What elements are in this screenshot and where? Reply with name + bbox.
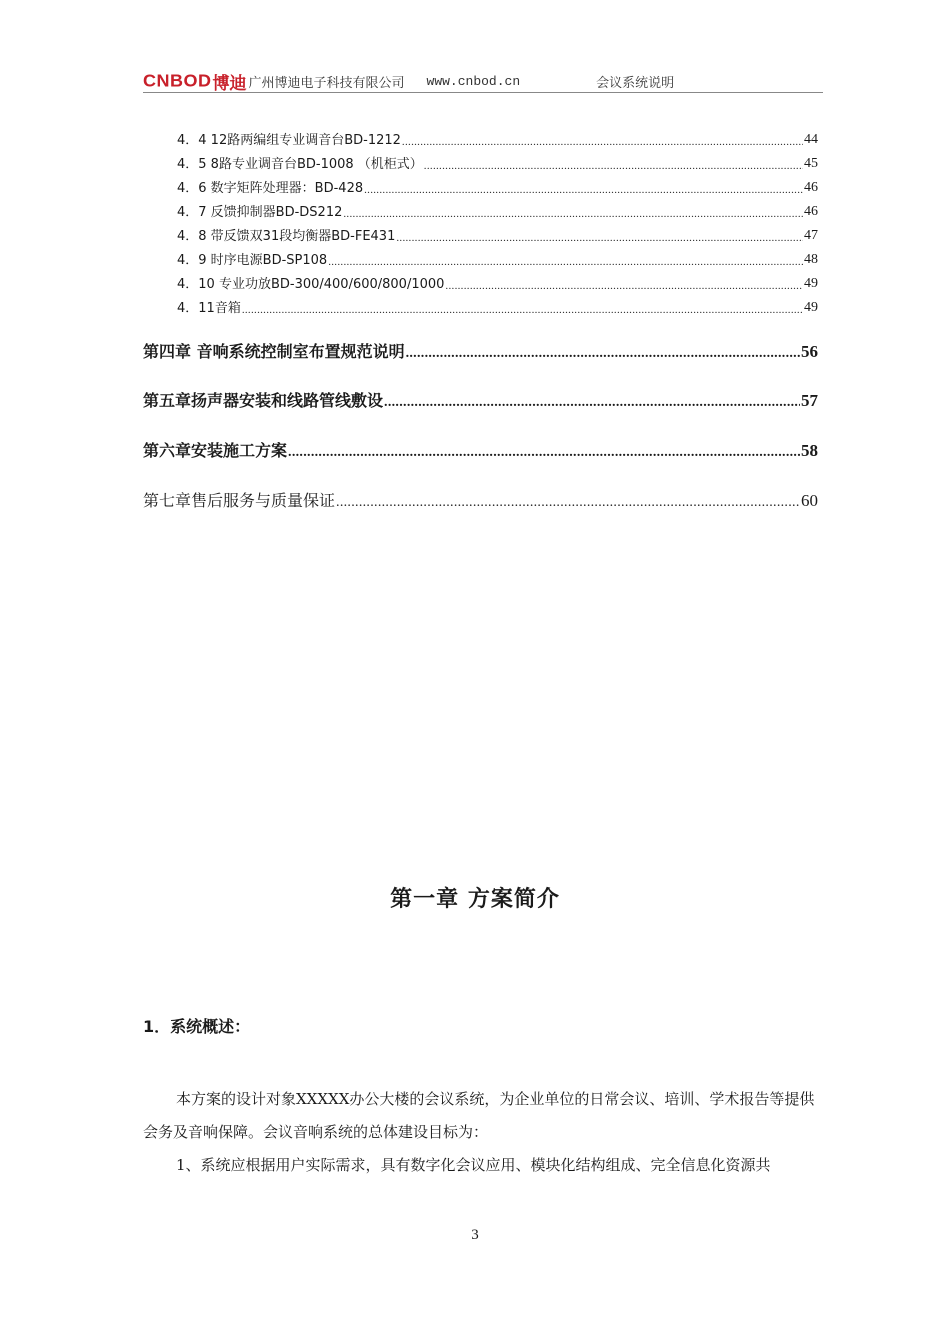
toc-entry-label: 4．6 数字矩阵处理器：BD-428 — [177, 181, 364, 196]
toc-chapter-entry[interactable] — [143, 435, 818, 461]
toc-entry-label: 4．7 反馈抑制器BD-DS212 — [177, 205, 343, 220]
body-paragraph: 本方案的设计对象XXXXX办公大楼的会议系统，为企业单位的日常会议、培训、学术报告等提供会务及音响保障。会议音响系统的总体建设目标为： — [143, 1090, 815, 1141]
toc-entry[interactable] — [143, 126, 818, 148]
toc-chapter-entry[interactable] — [143, 385, 818, 411]
toc-dot-leader — [384, 395, 800, 411]
toc-dot-leader — [406, 346, 800, 362]
toc-entry[interactable] — [143, 198, 818, 220]
toc-entry-label: 4．11音箱 — [177, 301, 241, 316]
toc-dot-leader — [328, 256, 803, 268]
chapter-heading: 第一章 方案简介 — [390, 887, 560, 912]
body-paragraph: 1、系统应根据用户实际需求，具有数字化会议应用、模块化结构组成、完全信息化资源共 — [176, 1156, 771, 1174]
toc-entry-label: 4．8 带反馈双31段均衡器BD-FE431 — [177, 229, 396, 244]
toc-dot-leader — [445, 280, 803, 292]
toc-chapter-label: 第五章扬声器安装和线路管线敷设 — [143, 391, 384, 410]
toc-entry[interactable] — [143, 246, 818, 268]
toc-entry-label: 4．5 8路专业调音台BD-1008 （机柜式） — [177, 157, 423, 172]
logo-chinese-text: 博迪 — [212, 73, 247, 94]
page-header — [143, 70, 823, 93]
toc-entry-page: 49 — [804, 300, 818, 315]
toc-entry-page: 44 — [804, 132, 818, 147]
toc-dot-leader — [288, 445, 800, 461]
toc-dot-leader — [402, 136, 803, 148]
toc-entry-page: 46 — [804, 204, 818, 219]
toc-entry[interactable] — [143, 174, 818, 196]
website-link[interactable]: www.cnbod.cn — [426, 73, 521, 89]
toc-entry-page: 47 — [804, 228, 818, 243]
toc-dot-leader — [343, 208, 803, 220]
toc-chapter-page: 58 — [801, 441, 818, 460]
toc-entry[interactable] — [143, 222, 818, 244]
toc-entry-label: 4．9 时序电源BD-SP108 — [177, 253, 328, 268]
toc-entry[interactable] — [143, 150, 818, 172]
toc-entry-label: 4．10 专业功放BD-300/400/600/800/1000 — [177, 277, 445, 292]
toc-dot-leader — [336, 495, 800, 511]
toc-chapter-label: 第四章 音响系统控制室布置规范说明 — [143, 342, 405, 361]
toc-chapter-label: 第六章安装施工方案 — [143, 441, 288, 460]
toc-chapter-entry[interactable] — [143, 336, 818, 362]
company-logo — [143, 71, 247, 94]
document-title: 会议系统说明 — [596, 75, 675, 91]
section-heading: 1．系统概述： — [143, 1017, 251, 1036]
toc-entry[interactable] — [143, 270, 818, 292]
toc-chapter-page: 60 — [801, 491, 818, 510]
toc-chapter-page: 56 — [801, 342, 818, 361]
toc-chapter-label: 第七章售后服务与质量保证 — [143, 491, 336, 510]
toc-entry-page: 45 — [804, 156, 818, 171]
toc-entry[interactable] — [143, 294, 818, 316]
toc-entry-page: 48 — [804, 252, 818, 267]
toc-entry-page: 46 — [804, 180, 818, 195]
toc-dot-leader — [364, 184, 803, 196]
toc-chapter-page: 57 — [801, 391, 818, 410]
logo-latin-text: CNBOD — [143, 71, 212, 91]
page-number: 3 — [471, 1227, 479, 1243]
toc-entry-page: 49 — [804, 276, 818, 291]
company-name: 广州博迪电子科技有限公司 — [248, 75, 405, 91]
toc-dot-leader — [242, 304, 803, 316]
toc-chapter-entry[interactable] — [143, 485, 818, 511]
toc-dot-leader — [396, 232, 803, 244]
toc-dot-leader — [424, 160, 803, 172]
toc-entry-label: 4．4 12路两编组专业调音台BD-1212 — [177, 133, 401, 148]
